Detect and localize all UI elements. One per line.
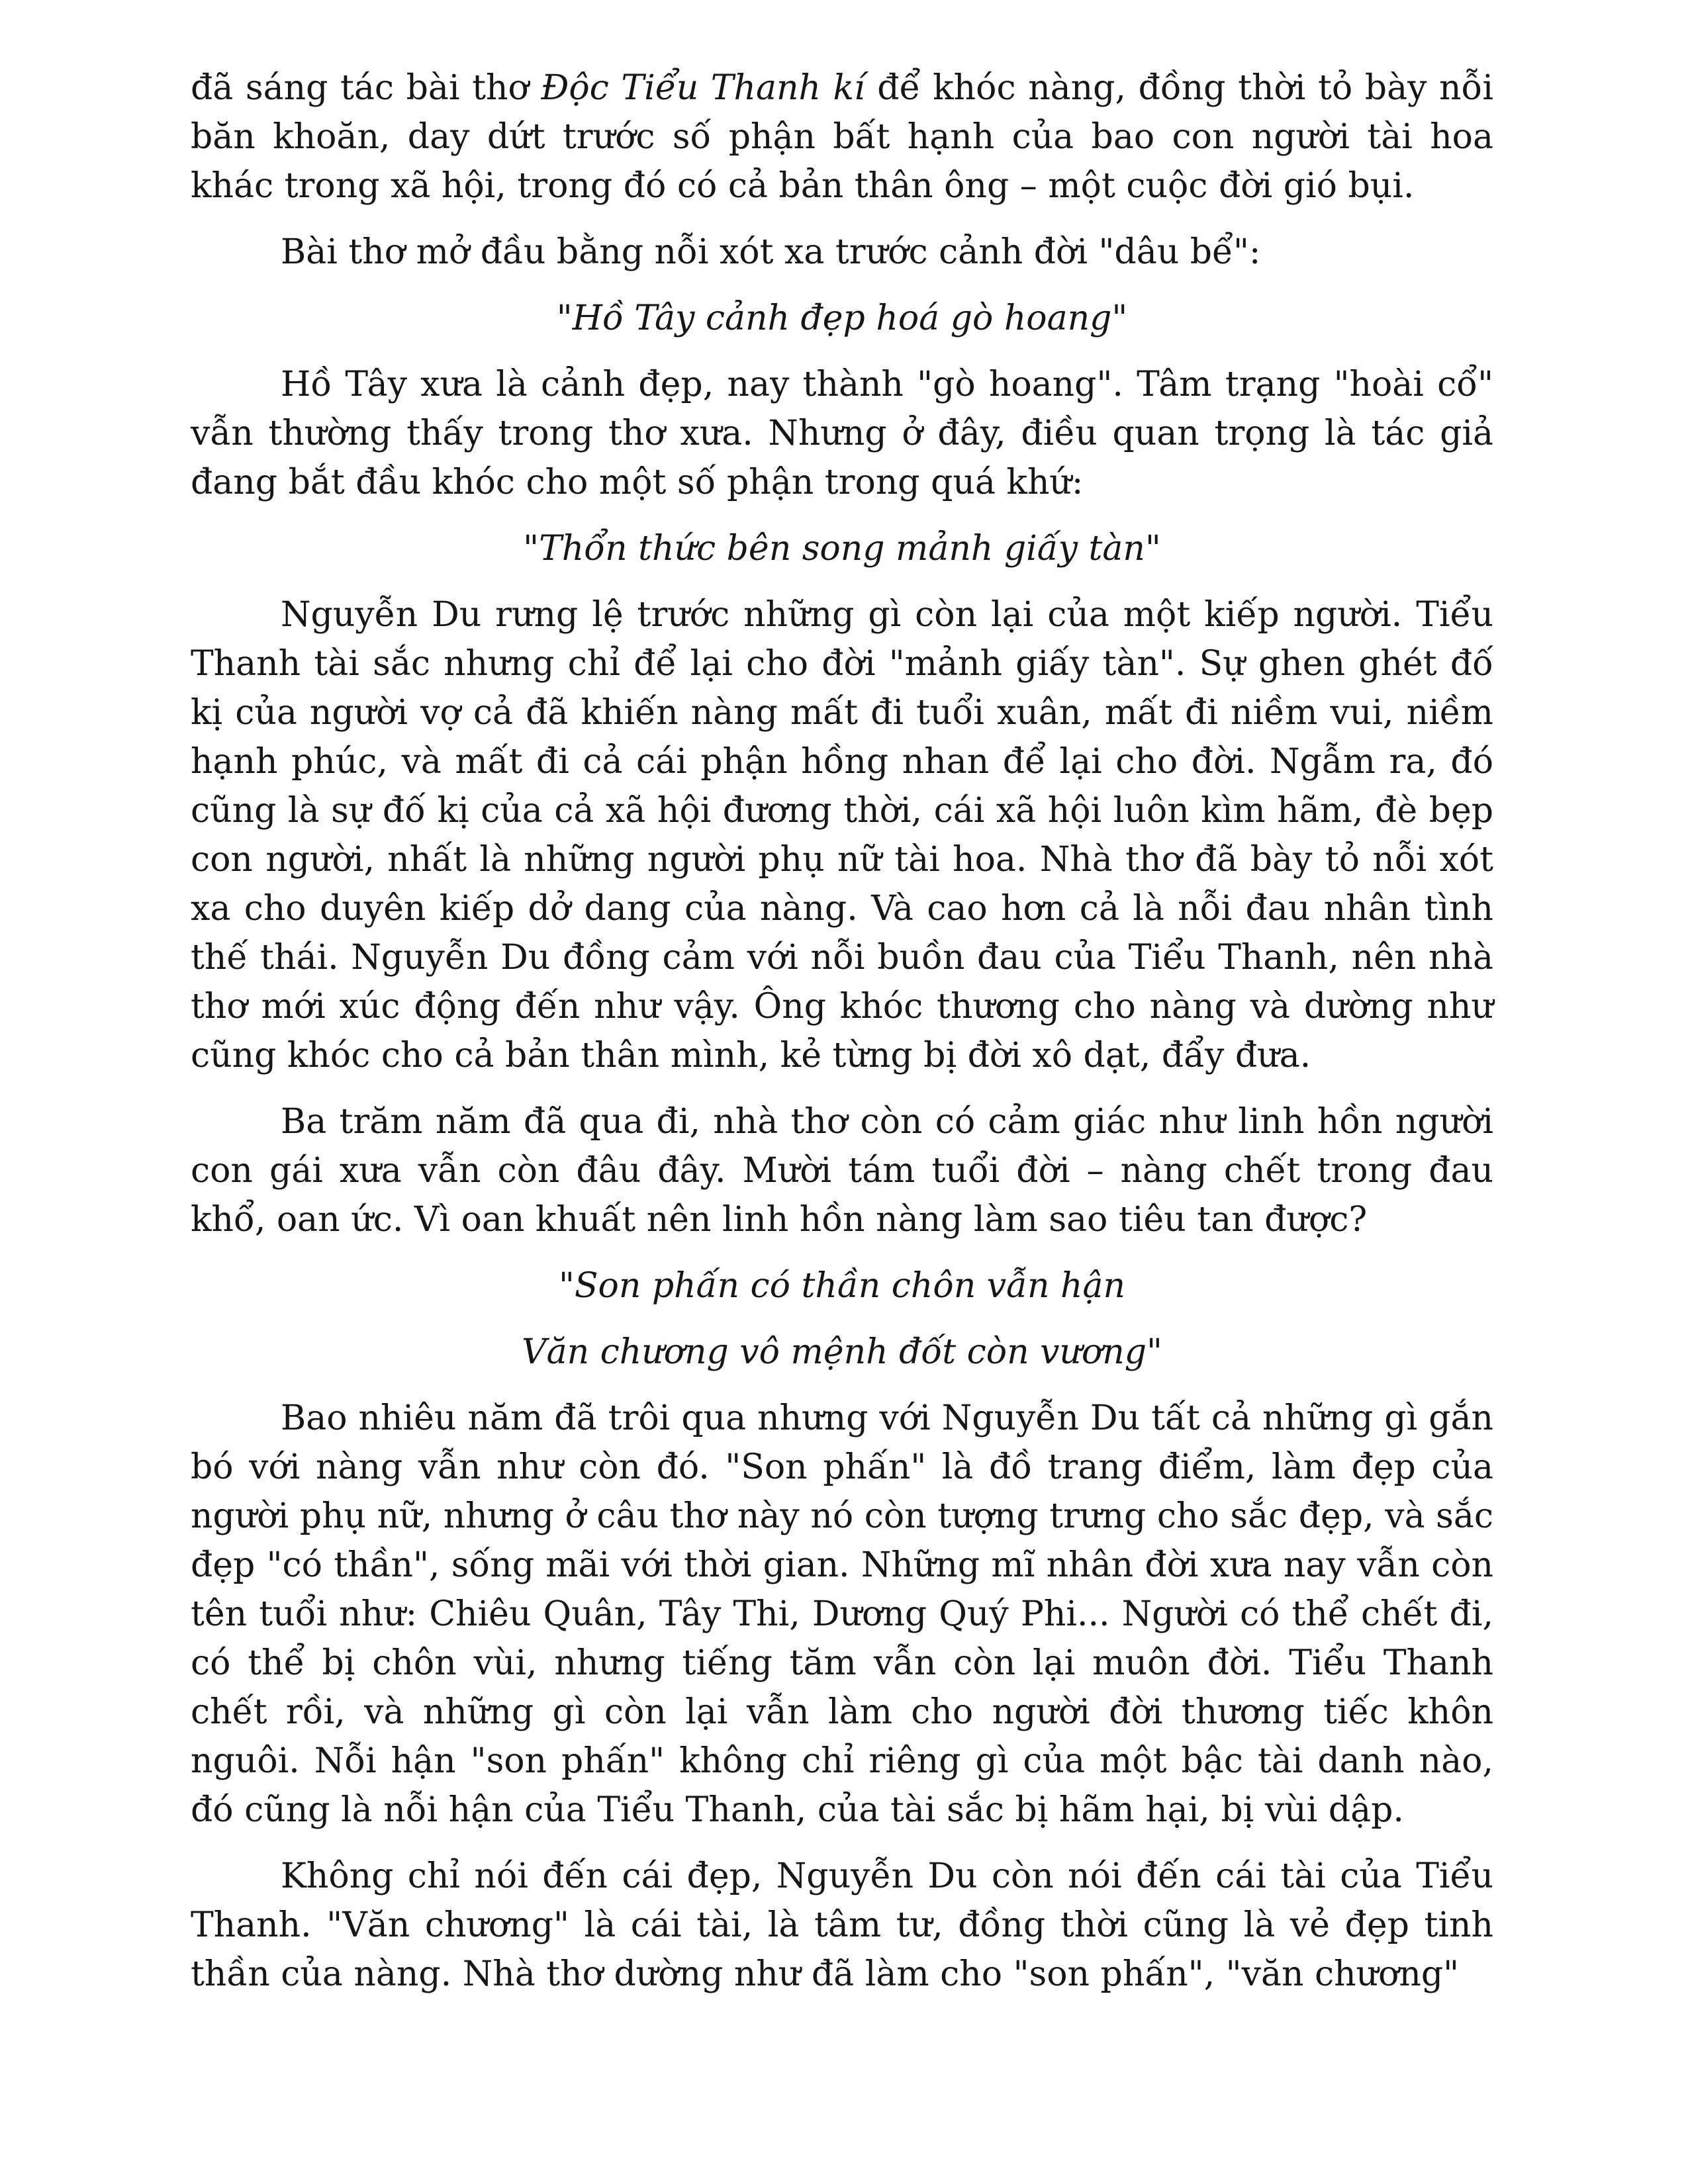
verse-line-2: Văn chương vô mệnh đốt còn vương": [522, 1332, 1162, 1372]
paragraph-6: Bao nhiêu năm đã trôi qua nhưng với Nguyễn Du tất cả những gì gắn bó với nàng vẫn như còn đó. "Son phấn" là đồ trang điểm, làm đẹp của người phụ nữ, nhưng ở câu thơ này nó còn tượng trưng cho sắc đẹp, và sắc đẹp "có thần", sống mãi với thời gian. Những mĩ nhân đời xưa nay vẫn còn tên tuổi như: Chiêu Quân, Tây Thi, Dương Quý Phi... Người có thể chết đi, có thể bị chôn vùi, nhưng tiếng tăm vẫn còn lại muôn đời. Tiểu Thanh chết rồi, và những gì còn lại vẫn làm cho người đời thương tiếc khôn nguôi. Nỗi hận "son phấn" không chỉ riêng gì của một bậc tài danh nào, đó cũng là nỗi hận của Tiểu Thanh, của tài sắc bị hãm hại, bị vùi dập.: [191, 1398, 1493, 1830]
paragraph-4: Nguyễn Du rưng lệ trước những gì còn lại của một kiếp người. Tiểu Thanh tài sắc nhưng chỉ để lại cho đời "mảnh giấy tàn". Sự ghen ghét đố kị của người vợ cả đã khiến nàng mất đi tuổi xuân, mất đi niềm vui, niềm hạnh phúc, và mất đi cả cái phận hồng nhan để lại cho đời. Ngẫm ra, đó cũng là sự đố kị của cả xã hội đương thời, cái xã hội luôn kìm hãm, đè bẹp con người, nhất là những người phụ nữ tài hoa. Nhà thơ đã bày tỏ nỗi xót xa cho duyên kiếp dở dang của nàng. Và cao hơn cả là nỗi đau nhân tình thế thái. Nguyễn Du đồng cảm với nỗi buồn đau của Tiểu Thanh, nên nhà thơ mới xúc động đến như vậy. Ông khóc thương cho nàng và dường như cũng khóc cho cả bản thân mình, kẻ từng bị đời xô dạt, đẩy đưa.: [191, 595, 1493, 1075]
paragraph-5: Ba trăm năm đã qua đi, nhà thơ còn có cảm giác như linh hồn người con gái xưa vẫn còn đâu đây. Mười tám tuổi đời – nàng chết trong đau khổ, oan ức. Vì oan khuất nên linh hồn nàng làm sao tiêu tan được?: [191, 1102, 1493, 1240]
verse-quote-1: "Hồ Tây cảnh đẹp hoá gò hoang": [556, 298, 1128, 338]
paragraph-2: Bài thơ mở đầu bằng nỗi xót xa trước cảnh đời "dâu bể":: [281, 232, 1261, 272]
verse-line-1: "Son phấn có thần chôn vẫn hận: [559, 1266, 1125, 1306]
paragraph-1-lead: đã sáng tác bài thơ: [191, 68, 541, 108]
verse-quote-2: "Thổn thức bên song mảnh giấy tàn": [523, 529, 1161, 569]
paragraph-7: Không chỉ nói đến cái đẹp, Nguyễn Du còn nói đến cái tài của Tiểu Thanh. "Văn chương" là cái tài, là tâm tư, đồng thời cũng là vẻ đẹp tinh thần của nàng. Nhà thơ dường như đã làm cho "son phấn", "văn chương": [191, 1856, 1493, 1994]
poem-title: Độc Tiểu Thanh kí: [541, 68, 865, 108]
paragraph-1: [191, 64, 1493, 210]
verse-quote-3: [191, 1261, 1493, 1377]
paragraph-3: Hồ Tây xưa là cảnh đẹp, nay thành "gò hoang". Tâm trạng "hoài cổ" vẫn thường thấy trong thơ xưa. Nhưng ở đây, điều quan trọng là tác giả đang bắt đầu khóc cho một số phận trong quá khứ:: [191, 365, 1493, 502]
paragraph-1-rest: để khóc nàng, đồng thời tỏ bày nỗi băn khoăn, day dứt trước số phận bất hạnh của bao con người tài hoa khác trong xã hội, trong đó có cả bản thân ông – một cuộc đời gió bụi.: [191, 68, 1493, 206]
body-text: [191, 64, 1493, 1999]
